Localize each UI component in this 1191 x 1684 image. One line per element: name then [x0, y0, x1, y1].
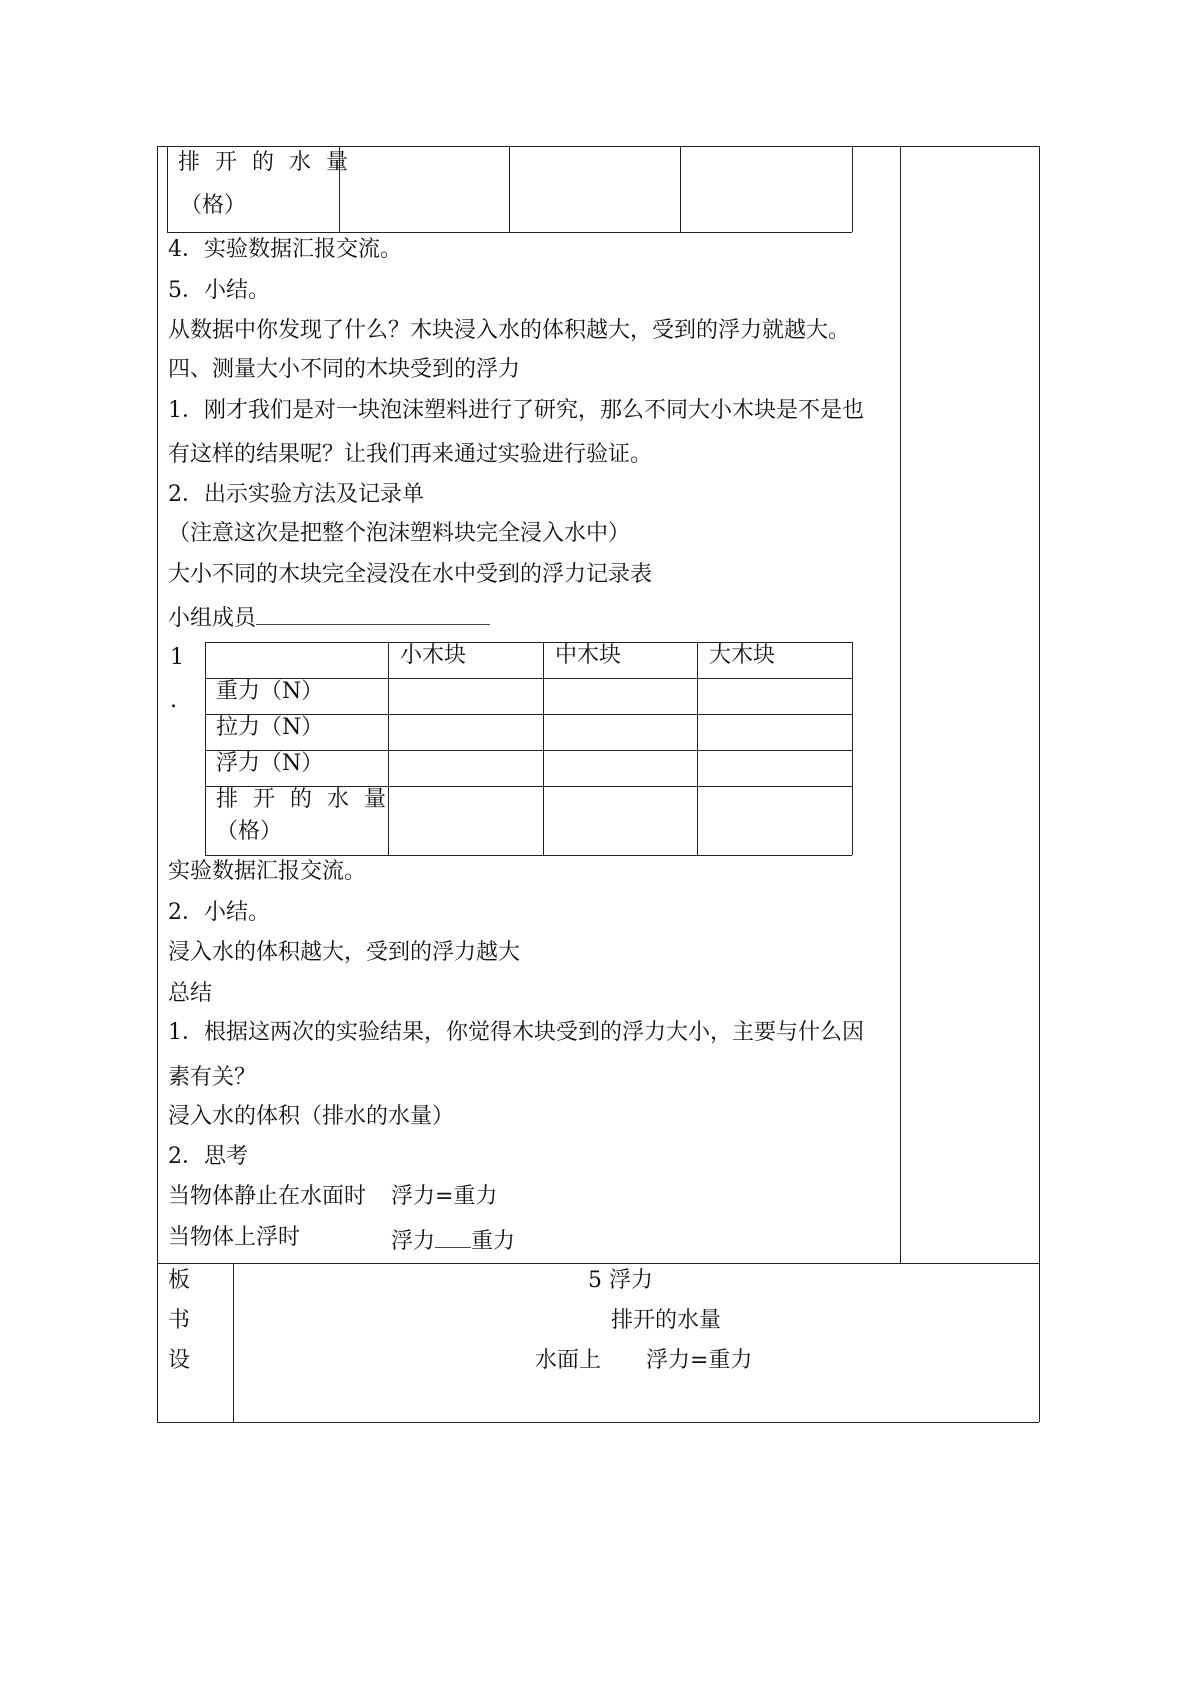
- text-line: 有这样的结果呢？让我们再来通过实验进行验证。: [168, 442, 653, 467]
- group-members-blank: [256, 604, 490, 625]
- column-header-medium-block: 中木块: [555, 643, 622, 668]
- text-line: 4．实验数据汇报交流。: [168, 237, 402, 262]
- board-label-divider: [233, 1263, 234, 1422]
- text-line: 浮力=重力: [391, 1184, 498, 1209]
- outer-left-border: [157, 146, 158, 1422]
- outer-right-border: [1039, 146, 1040, 1422]
- text-line: 1．根据这两次的实验结果，你觉得木块受到的浮力大小，主要与什么因: [168, 1020, 864, 1045]
- group-members-field: [168, 604, 490, 630]
- board-title: 5 浮力: [588, 1268, 653, 1293]
- row-label-gravity: 重力（N）: [216, 679, 324, 704]
- text-line: （注意这次是把整个泡沫塑料块完全浸入水中）: [168, 521, 631, 546]
- outer-bottom-border: [157, 1422, 1039, 1423]
- board-section-top: [157, 1263, 1039, 1264]
- board-line: 浮力=重力: [646, 1348, 753, 1373]
- text-line: 2．思考: [168, 1144, 248, 1169]
- row-label-displaced-unit: （格）: [216, 819, 283, 844]
- row-label-buoyancy: 浮力（N）: [216, 751, 324, 776]
- text-line: 当物体静止在水面时: [168, 1184, 367, 1209]
- text-line: 2．出示实验方法及记录单: [168, 482, 424, 507]
- text-line: 1．刚才我们是对一块泡沫塑料进行了研究，那么不同大小木块是不是也: [168, 398, 864, 423]
- outer-top-border: [157, 146, 1039, 147]
- fill-in-line: 浮力 重力: [391, 1229, 516, 1254]
- group-members-label: 小组成员: [168, 606, 257, 631]
- top-table-row-unit: （格）: [180, 193, 247, 218]
- board-line: 水面上: [535, 1348, 602, 1373]
- text-line: 浸入水的体积（排水的水量）: [168, 1104, 455, 1129]
- text-line: 2．小结。: [168, 900, 270, 925]
- board-label-char: 设: [168, 1348, 191, 1373]
- row-label-displaced-water: 排开的水量: [216, 787, 402, 812]
- table-side-dot: .: [170, 688, 177, 713]
- top-table-row-label: 排开的水量: [178, 150, 364, 175]
- text-line: 浸入水的体积越大，受到的浮力越大: [168, 940, 521, 965]
- text-line: 5．小结。: [168, 278, 270, 303]
- text-line: 从数据中你发现了什么？木块浸入水的体积越大，受到的浮力就越大。: [168, 318, 851, 343]
- column-header-small-block: 小木块: [400, 643, 467, 668]
- table-caption: 大小不同的木块完全浸没在水中受到的浮力记录表: [168, 562, 653, 587]
- board-label-char: 板: [168, 1268, 191, 1293]
- board-label-char: 书: [168, 1308, 191, 1333]
- section-heading: 四、测量大小不同的木块受到的浮力: [168, 357, 521, 382]
- table-side-number: 1: [170, 645, 184, 670]
- board-line: 排开的水量: [611, 1308, 722, 1333]
- column-header-large-block: 大木块: [709, 643, 776, 668]
- section-heading: 总结: [168, 981, 213, 1006]
- row-label-pull: 拉力（N）: [216, 715, 324, 740]
- notes-column-divider: [900, 146, 901, 1263]
- text-line: 实验数据汇报交流。: [168, 859, 367, 884]
- fill-in-blank: [435, 1227, 471, 1248]
- text-line: 当物体上浮时: [168, 1225, 301, 1250]
- text-line: 素有关？: [168, 1065, 257, 1090]
